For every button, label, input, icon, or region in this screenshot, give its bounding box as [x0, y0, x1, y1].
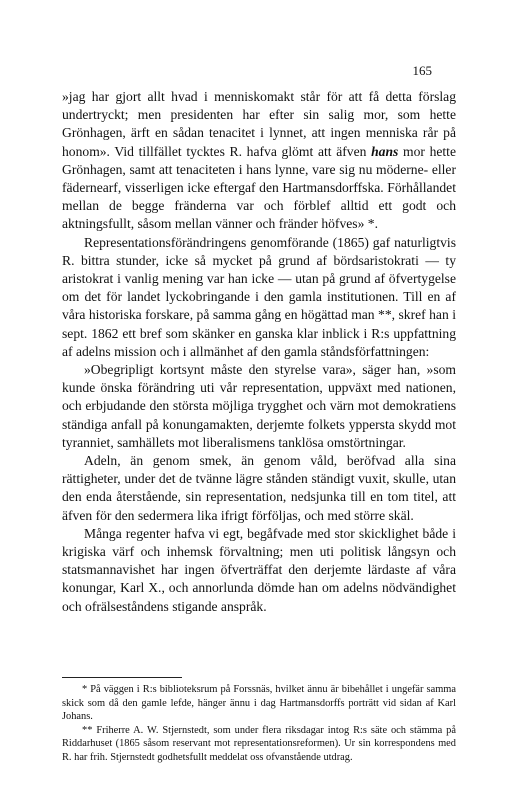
footnotes — [62, 683, 456, 765]
paragraph-4: Adeln, än genom smek, än genom våld, beröfvad alla sina rättigheter, under det de tvänne lägre stånden ständigt vuxit, skulle, utan den enda återstående, sin representation, nedsjunka till en tom titel, att äfven för den sedermera lika ifrigt förföljas, och med större skäl. — [62, 453, 456, 523]
footnote-divider — [62, 677, 182, 678]
paragraph-text: mor hette Grönhagen, samt att tenaciteten i hans lynne, vare sig nu möderne- eller fädernearf, visserligen icke eftergaf den Hartmansdorffska. Förhållandet mellan de begge fränderna var och förblef alltid ett godt och aktningsfullt, såsom mellan vänner och fränder höfves» *. — [62, 143, 456, 232]
paragraph-3: »Obegripligt kortsynt måste den styrelse vara», säger han, »som kunde önska förändring uti vår representation, uppväxt med nationen, och erbjudande den största möjliga trygghet och värn mot demokratiens ständiga anfall på konungamakten, derjemte folkets yppersta skydd mot tyranniet, samhällets mot liberalismens tanklösa omstörtningar. — [62, 362, 456, 450]
emphasized-word: hans — [371, 143, 399, 159]
main-text — [62, 88, 456, 616]
page-number: 165 — [412, 63, 432, 78]
footnote-2: ** Friherre A. W. Stjernstedt, som under flera riksdagar intog R:s säte och stämma på Riddarhuset (1865 såsom reservant mot representationsreformen). Ur sin korrespondens med R. har frih. Stjernstedt godhetsfullt meddelat oss ofvanstående utdrag. — [62, 724, 456, 763]
paragraph-5: Många regenter hafva vi egt, begåfvade med stor skicklighet både i krigiska värf och inhemsk förvaltning; men uti politisk långsyn och statsmannavishet har ingen öfverträffat den derjemte lärdaste af våra konungar, Karl X., och annorlunda dömde han om adelns nödvändighet och ofrälseståndens stigande anspråk. — [62, 525, 456, 614]
paragraph-text: »jag har gjort allt hvad i menniskomakt står för att få detta förslag undertryckt; men presidenten har efter sin salig mor, som hette Grönhagen, ärft en sådan tenacitet i lynnet, att ingen menniska rår på honom». Vid tillfället tycktes R. hafva glömt att äfven — [62, 89, 456, 159]
paragraph-2: Representationsförändringens genomförande (1865) gaf naturligtvis R. bittra stunder, icke så mycket på grund af bördsaristokrati — ty aristokrat i vanlig mening var han icke — utan på grund af öfvertygelse om det för landet lyckobringande i den gamla institutionen. Till en af våra historiska forskare, på samma gång en högättad man **, skref han i sept. 1862 ett bref som skänker en ganska klar inblick i R:s uppfattning af adelns mission och i allmänhet af den gamla ståndsförfattningen: — [62, 234, 456, 359]
footnote-1: * På väggen i R:s biblioteksrum på Forssnäs, hvilket ännu är bibehållet i ungefär samma skick som då den gamle lefde, hänger ännu i dag Hartmansdorffs porträtt vid sidan af Karl Johans. — [62, 684, 456, 723]
paragraph-1 — [62, 88, 456, 234]
